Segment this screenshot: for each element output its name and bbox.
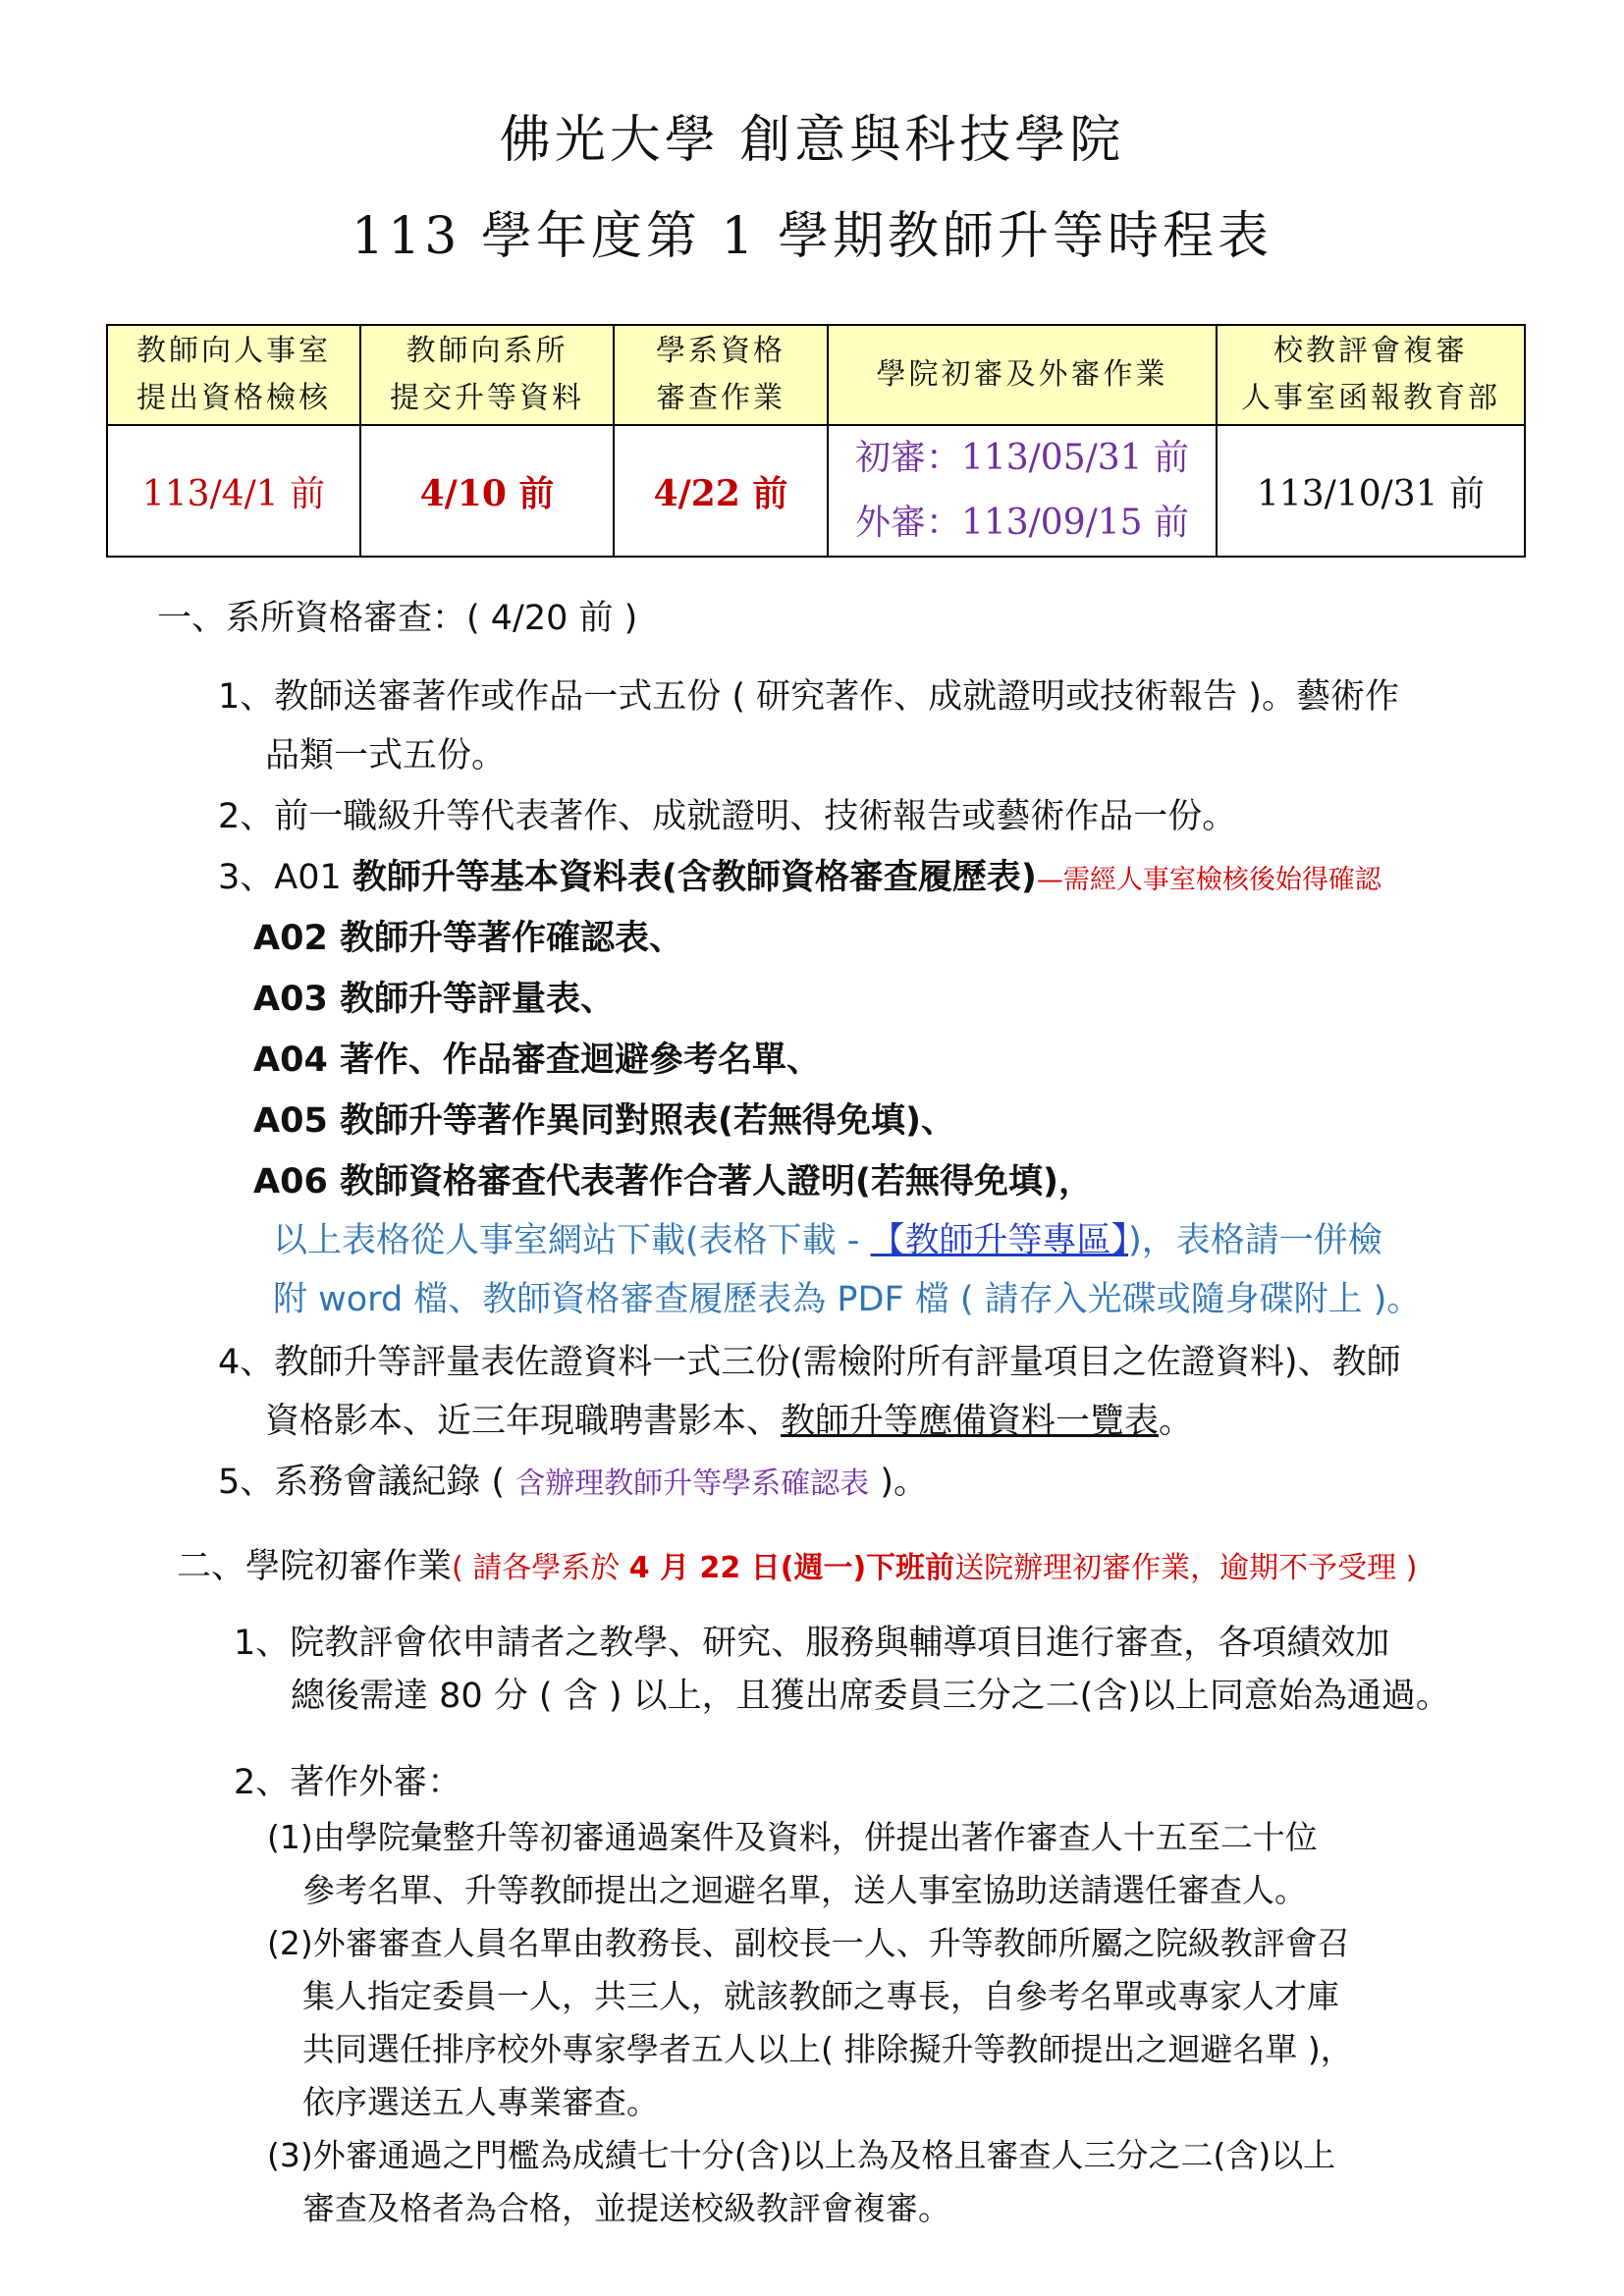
form-a06: A06 教師資格審查代表著作合著人證明(若無得免填)， [253, 1162, 1093, 1201]
sub3-line2: 審查及格者為合格，並提送校級教評會複審。 [302, 2189, 950, 2227]
header-cell-school-review: 校教評會複審 人事室函報教育部 [1217, 325, 1525, 425]
form-a02: A02 教師升等著作確認表、 [253, 919, 683, 958]
sub1-line2: 參考名單、升等教師提出之迴避名單，送人事室協助送請選任審查人。 [302, 1871, 1307, 1909]
section1-item1-line2: 品類一式五份。 [265, 736, 507, 775]
page-subtitle: 113 學年度第 1 學期教師升等時程表 [352, 207, 1272, 266]
header-cell-submit-dept: 教師向系所 提交升等資料 [360, 325, 614, 425]
item3-note: —需經人事室檢核後始得確認 [1036, 865, 1381, 895]
teacher-promotion-link[interactable]: 【教師升等專區】 [870, 1221, 1129, 1260]
item5-note: 含辦理教師升等學系確認表 [515, 1467, 870, 1501]
form-a03: A03 教師升等評量表、 [253, 980, 615, 1019]
sub2-line4: 依序選送五人專業審查。 [302, 2083, 659, 2121]
sub3-line1: (3)外審通過之門檻為成績七十分(含)以上為及格且審查人三分之二(含)以上 [267, 2136, 1336, 2174]
schedule-value-row [107, 425, 1525, 557]
deadline-submit-dept: 4/10 前 [360, 425, 614, 557]
header-cell-college-review: 學院初審及外審作業 [828, 325, 1217, 425]
section2-heading: 二、學院初審作業( 請各學系於 4 月 22 日(週一)下班前送院辦理初審作業，逾期不予受理 ) [177, 1547, 1418, 1586]
section1-item2: 2、前一職級升等代表著作、成就證明、技術報告或藝術作品一份。 [218, 797, 1237, 836]
sub1-line1: (1)由學院彙整升等初審通過案件及資料，併提出著作審查人十五至二十位 [267, 1818, 1318, 1856]
deadline-dept-review: 4/22 前 [614, 425, 828, 557]
section1-heading: 一、系所資格審查：( 4/20 前 ) [157, 599, 638, 638]
header-cell-personnel-check: 教師向人事室 提出資格檢核 [107, 325, 360, 425]
section1-item1-line1: 1、教師送審著作或作品一式五份 ( 研究著作、成就證明或技術報告 )。藝術作 [218, 677, 1399, 717]
section2-item1-line2: 總後需達 80 分 ( 含 ) 以上，且獲出席委員三分之二(含)以上同意始為通過。 [291, 1677, 1450, 1716]
sub2-line3: 共同選任排序校外專家學者五人以上( 排除擬升等教師提出之迴避名單 )， [302, 2030, 1353, 2068]
deadline-college-review [828, 425, 1217, 557]
download-note-line1: 以上表格從人事室網站下載(表格下載 - 【教師升等專區】)，表格請一併檢 [273, 1221, 1382, 1260]
schedule-header-row [107, 325, 1525, 425]
deadline-initial-review: 初審：113/05/31 前 [854, 438, 1190, 478]
sub2-line1: (2)外審審查人員名單由教務長、副校長一人、升等教師所屬之院級教評會召 [267, 1924, 1350, 1962]
deadline-personnel-check: 113/4/1 前 [107, 425, 360, 557]
deadline-school-review: 113/10/31 前 [1217, 425, 1525, 557]
section1-item4-line2: 資格影本、近三年現職聘書影本、教師升等應備資料一覽表。 [265, 1402, 1194, 1441]
section2-item2-heading: 2、著作外審： [234, 1763, 462, 1802]
schedule-table [106, 324, 1526, 558]
page-title: 佛光大學 創意與科技學院 [499, 111, 1125, 170]
form-a05: A05 教師升等著作異同對照表(若無得免填)、 [253, 1101, 955, 1141]
section2-item1-line1: 1、院教評會依申請者之教學、研究、服務與輔導項目進行審查，各項績效加 [234, 1624, 1390, 1663]
required-docs-list-link[interactable]: 教師升等應備資料一覽表 [781, 1402, 1160, 1441]
section1-item4-line1: 4、教師升等評量表佐證資料一式三份(需檢附所有評量項目之佐證資料)、教師 [218, 1343, 1401, 1382]
section1-item5: 5、系務會議紀錄 ( 含辦理教師升等學系確認表 )。 [218, 1463, 928, 1502]
download-note-line2: 附 word 檔、教師資格審查履歷表為 PDF 檔 ( 請存入光碟或隨身碟附上 )。 [273, 1280, 1422, 1319]
form-a04: A04 著作、作品審查迴避參考名單、 [253, 1041, 821, 1080]
section1-item3: 3、A01 教師升等基本資料表(含教師資格審查履歷表)—需經人事室檢核後始得確認 [218, 858, 1381, 897]
sub2-line2: 集人指定委員一人，共三人，就該教師之專長，自參考名單或專家人才庫 [302, 1977, 1339, 2015]
header-cell-dept-review: 學系資格 審查作業 [614, 325, 828, 425]
form-a01: 教師升等基本資料表(含教師資格審查履歷表) [352, 858, 1037, 897]
deadline-external-review: 外審：113/09/15 前 [854, 503, 1190, 543]
